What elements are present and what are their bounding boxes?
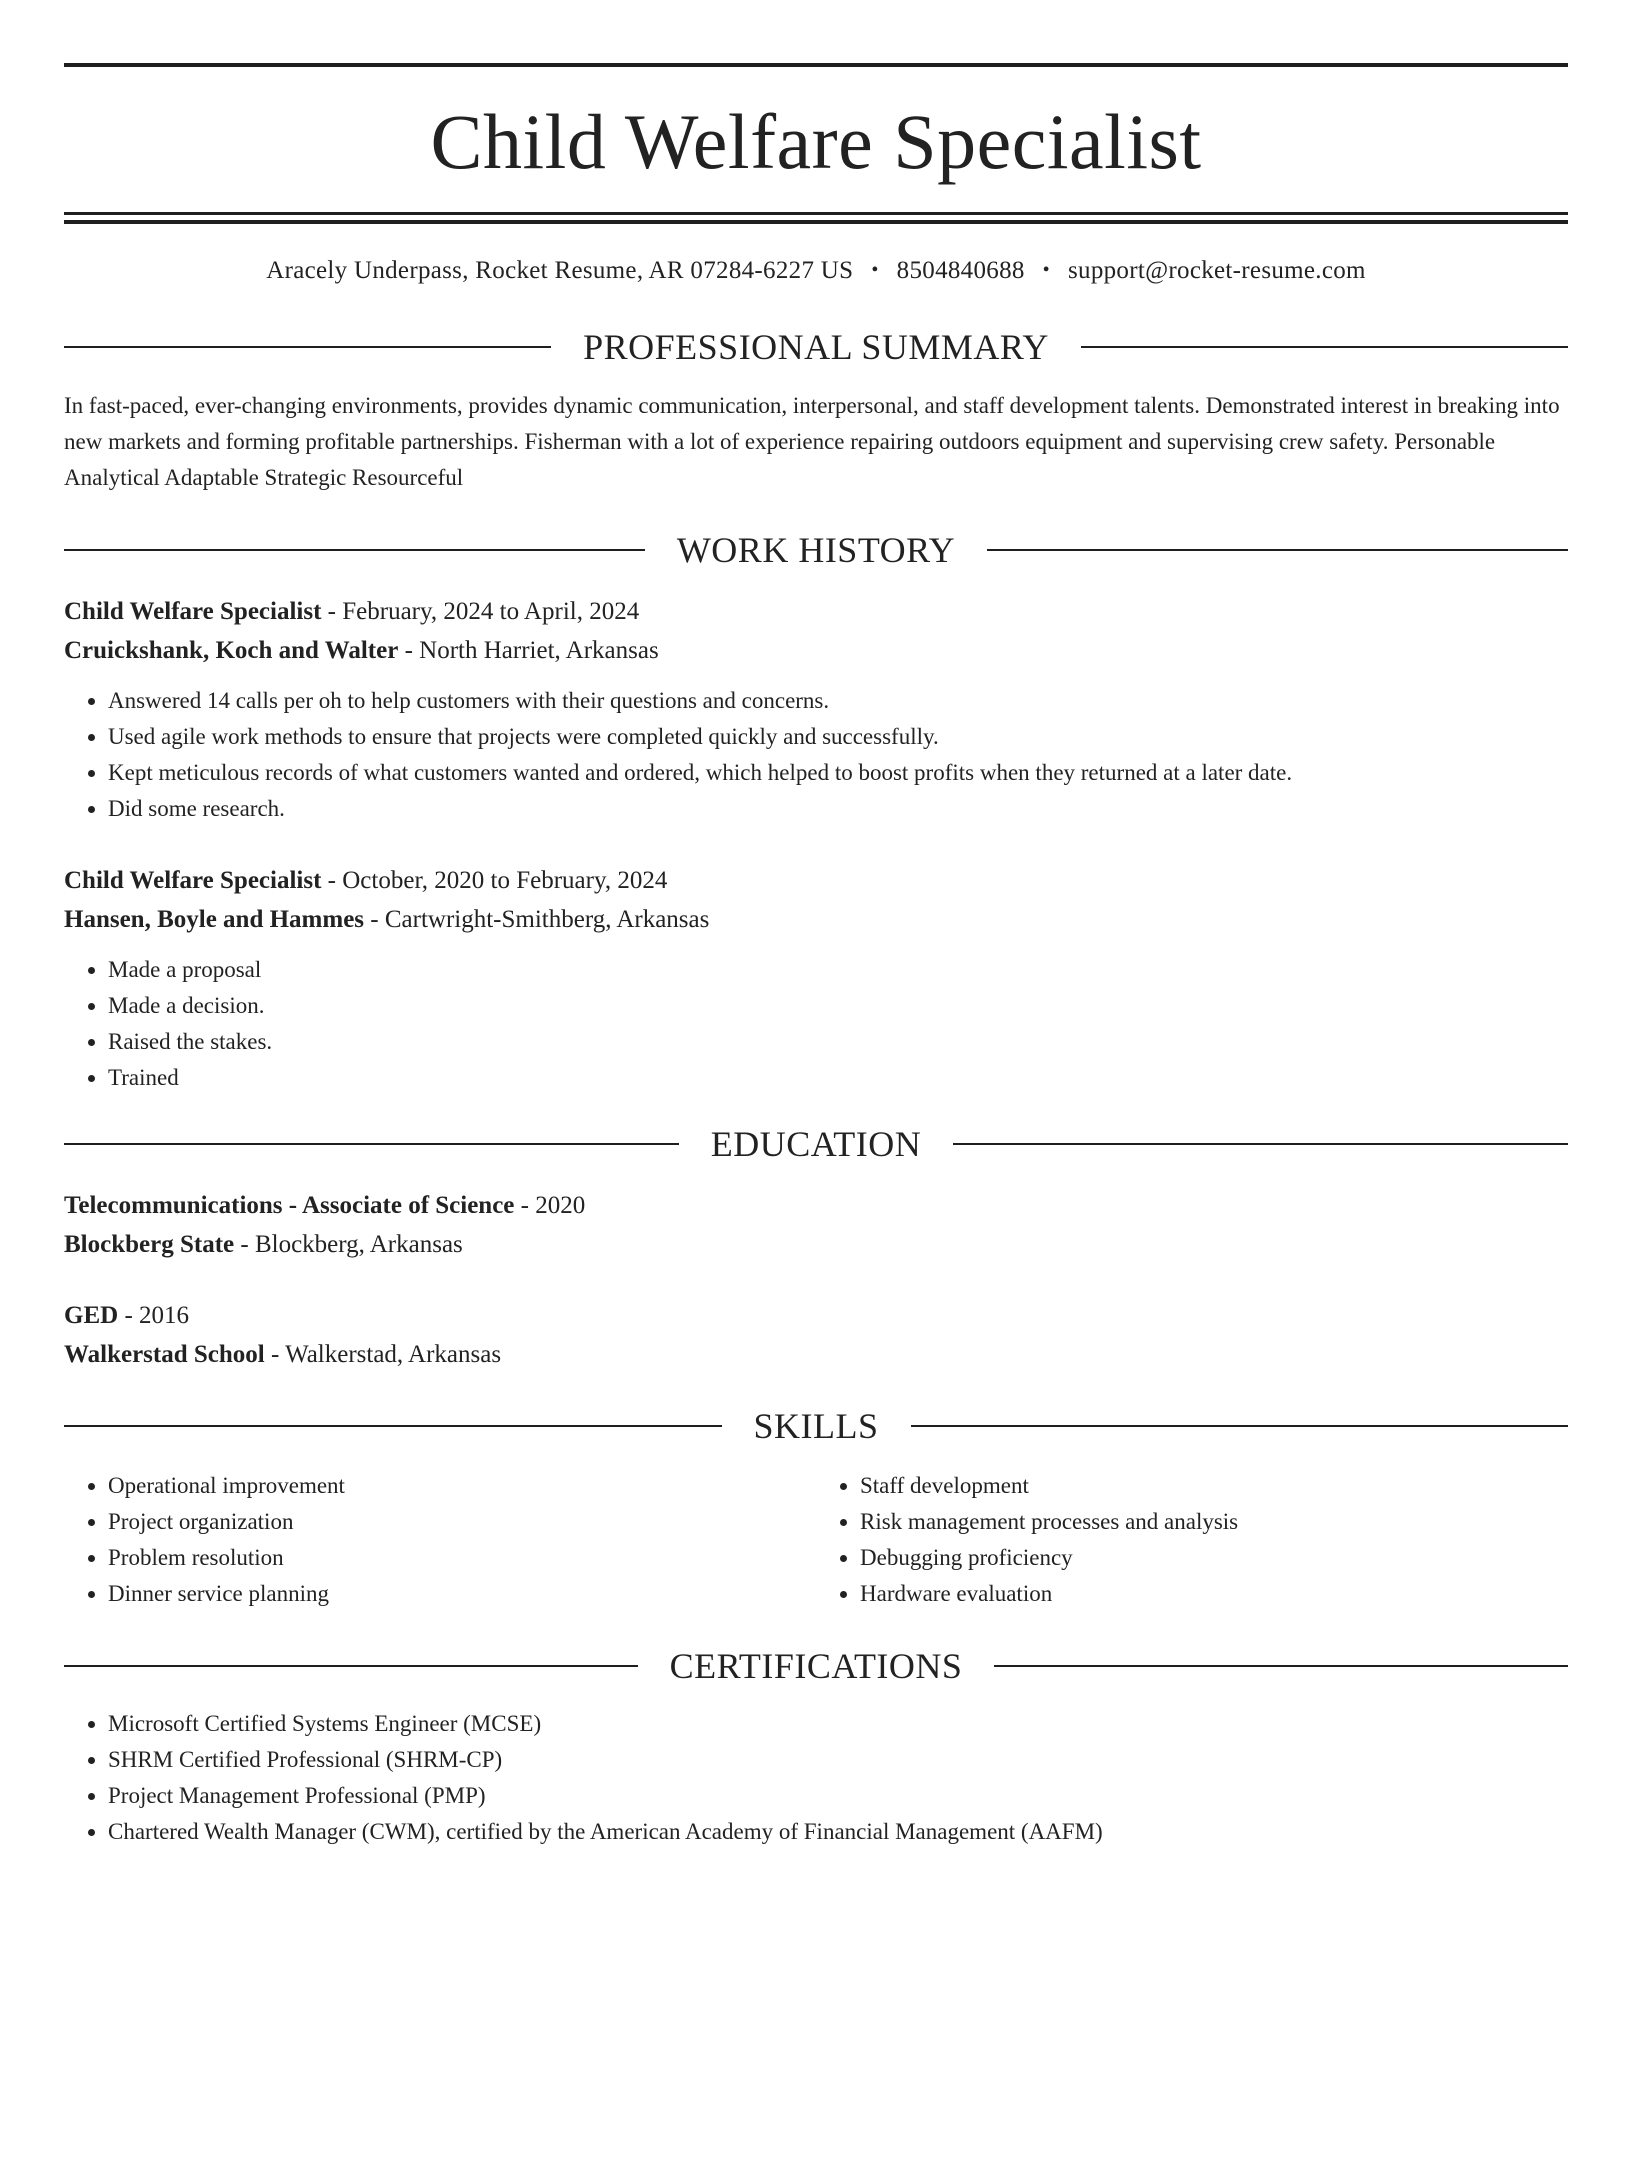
education-degree-row (64, 1186, 1568, 1225)
skill-item: • Project organization (108, 1504, 816, 1540)
education-degree: Telecommunications - Associate of Science (64, 1192, 515, 1219)
section-rule-left (64, 346, 551, 348)
section-rule-left (64, 1665, 638, 1667)
job-location: - North Harriet, Arkansas (404, 637, 659, 664)
section-title-summary: PROFESSIONAL SUMMARY (583, 327, 1049, 367)
resume-title: Child Welfare Specialist (430, 98, 1202, 185)
contact-line (64, 257, 1568, 285)
summary-text: In fast-paced, ever-changing environments, provides dynamic communication, interpersonal, and staff development talents. Demonstrated interest in breaking into new markets and forming profitable partnerships. Fisherman with a lot of experience repairing outdoors equipment and supervising crew safety. Personable Analytical Adaptable Strategic Resourceful (64, 393, 1560, 490)
education-school-row (64, 1225, 1568, 1264)
skill-item: • Dinner service planning (108, 1576, 816, 1612)
certification-item: • Microsoft Certified Systems Engineer (MCSE) (108, 1706, 1568, 1742)
job-bullet: • Did some research. (108, 791, 1568, 827)
education-year: - 2020 (520, 1192, 586, 1219)
job-company-row (64, 631, 1568, 670)
certifications-list (64, 1706, 1568, 1850)
job-dates: - October, 2020 to February, 2024 (327, 867, 668, 894)
section-title-certifications: CERTIFICATIONS (669, 1646, 963, 1686)
skill-item: • Operational improvement (108, 1468, 816, 1504)
job-entry (64, 592, 1568, 827)
education-location: - Walkerstad, Arkansas (270, 1341, 502, 1368)
job-dates: - February, 2024 to April, 2024 (327, 598, 640, 625)
education-school: Walkerstad School (64, 1341, 265, 1368)
contact-separator: • (1042, 259, 1050, 281)
section-header-skills (64, 1408, 1568, 1444)
job-bullet: • Raised the stakes. (108, 1024, 1568, 1060)
skill-item: • Risk management processes and analysis (860, 1504, 1568, 1540)
section-rule-right (987, 549, 1568, 551)
section-header-summary (64, 329, 1568, 365)
section-header-certifications (64, 1648, 1568, 1684)
job-company-row (64, 900, 1568, 939)
education-degree-row (64, 1296, 1568, 1335)
certification-item: • Project Management Professional (PMP) (108, 1778, 1568, 1814)
section-header-work (64, 532, 1568, 568)
skill-item: • Problem resolution (108, 1540, 816, 1576)
job-title-row (64, 592, 1568, 631)
skill-item: • Hardware evaluation (860, 1576, 1568, 1612)
certification-item: • Chartered Wealth Manager (CWM), certified by the American Academy of Financial Management (AAFM) (108, 1814, 1568, 1850)
education-degree: GED (64, 1302, 119, 1329)
contact-address: Aracely Underpass, Rocket Resume, AR 07284-6227 US (266, 257, 854, 284)
contact-phone: 8504840688 (896, 257, 1025, 284)
job-bullets (64, 952, 1568, 1096)
job-location: - Cartwright-Smithberg, Arkansas (370, 906, 710, 933)
job-bullet: • Answered 14 calls per oh to help customers with their questions and concerns. (108, 683, 1568, 719)
education-entry (64, 1296, 1568, 1374)
section-rule-left (64, 1425, 722, 1427)
job-bullet: • Kept meticulous records of what customers wanted and ordered, which helped to boost profits when they returned at a later date. (108, 755, 1568, 791)
contact-email: support@rocket-resume.com (1067, 257, 1366, 284)
job-company: Hansen, Boyle and Hammes (64, 906, 365, 933)
job-title: Child Welfare Specialist (64, 867, 322, 894)
job-entry (64, 861, 1568, 1096)
section-title-education: EDUCATION (710, 1124, 922, 1164)
skill-item: • Debugging proficiency (860, 1540, 1568, 1576)
job-bullet: • Made a proposal (108, 952, 1568, 988)
section-rule-right (911, 1425, 1569, 1427)
education-year: - 2016 (124, 1302, 190, 1329)
skills-list-right (816, 1468, 1568, 1612)
skill-item: • Staff development (860, 1468, 1568, 1504)
section-rule-right (994, 1665, 1568, 1667)
job-title: Child Welfare Specialist (64, 598, 322, 625)
education-location: - Blockberg, Arkansas (240, 1231, 463, 1258)
skills-columns (64, 1468, 1568, 1612)
skills-list-left (64, 1468, 816, 1612)
section-rule-left (64, 549, 645, 551)
job-bullet: • Used agile work methods to ensure that projects were completed quickly and successfully. (108, 719, 1568, 755)
section-header-education (64, 1126, 1568, 1162)
section-title-skills: SKILLS (753, 1406, 879, 1446)
section-title-work: WORK HISTORY (676, 530, 956, 570)
education-entry (64, 1186, 1568, 1264)
resume-page (0, 63, 1632, 2175)
education-school: Blockberg State (64, 1231, 235, 1258)
contact-separator: • (871, 259, 879, 281)
job-company: Cruickshank, Koch and Walter (64, 637, 399, 664)
certification-item: • SHRM Certified Professional (SHRM-CP) (108, 1742, 1568, 1778)
job-bullet: • Made a decision. (108, 988, 1568, 1024)
job-bullets (64, 683, 1568, 827)
education-school-row (64, 1335, 1568, 1374)
job-bullet: • Trained (108, 1060, 1568, 1096)
title-double-rule (64, 212, 1568, 224)
job-title-row (64, 861, 1568, 900)
section-rule-left (64, 1143, 679, 1145)
top-rule (64, 63, 1568, 67)
section-rule-right (1081, 346, 1568, 348)
section-rule-right (953, 1143, 1568, 1145)
